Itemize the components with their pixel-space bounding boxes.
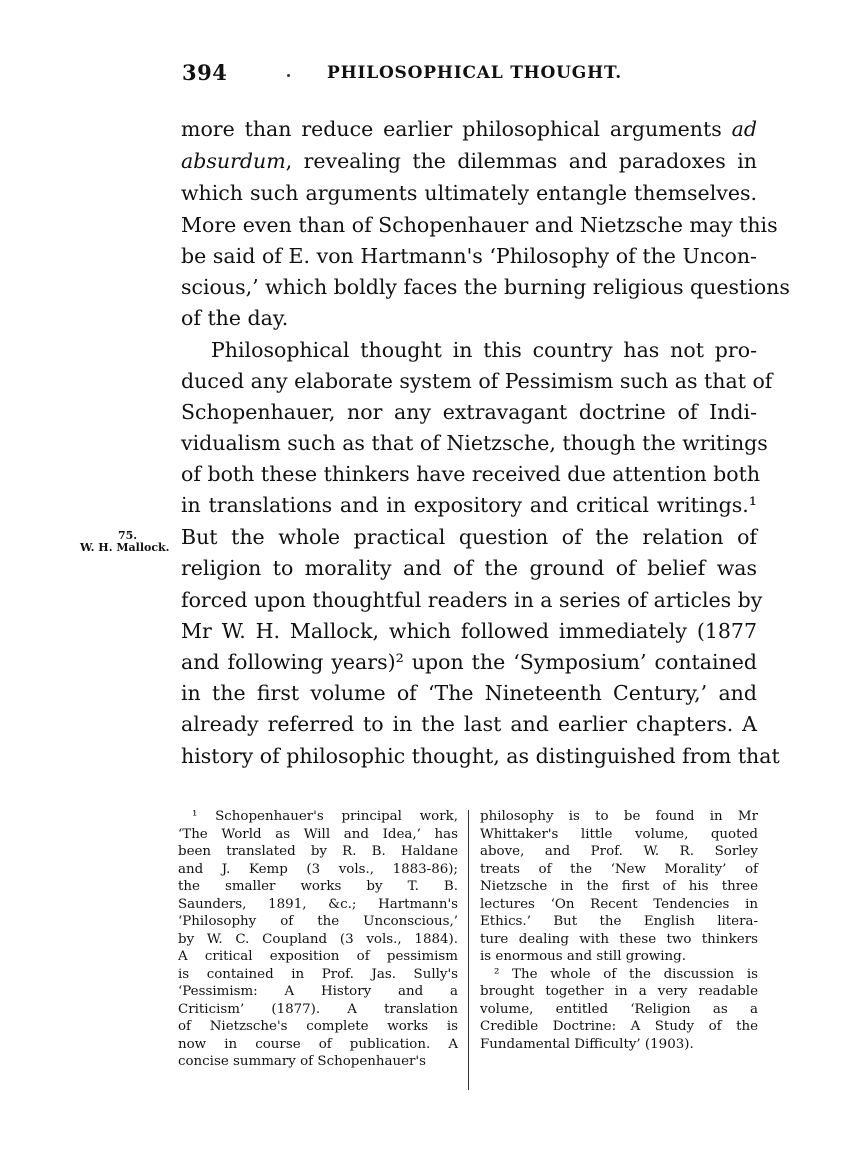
header-dot xyxy=(287,74,290,77)
footnote-line: Saunders, 1891, &c.; Hartmann's xyxy=(178,896,458,912)
footnote-line: ture dealing with these two thinkers xyxy=(480,931,758,947)
body-line: more than reduce earlier philosophical arguments ad xyxy=(181,117,757,141)
footnote-line: Whittaker's little volume, quoted xyxy=(480,826,758,842)
column-divider xyxy=(468,810,469,1090)
footnote-line: Ethics.’ But the English litera- xyxy=(480,914,758,929)
body-line: religion to morality and of the ground of belief was xyxy=(181,556,757,580)
body-line: be said of E. von Hartmann's ‘Philosophy of the Uncon- xyxy=(181,244,757,268)
page-number: 394 xyxy=(182,60,228,85)
body-line: already referred to in the last and earlier chapters. A xyxy=(181,712,757,736)
footnote-line: lectures ‘On Recent Tendencies in xyxy=(480,896,758,912)
footnote-line: Nietzsche in the first of his three xyxy=(480,879,758,894)
footnote-line: Criticism’ (1877). A translation xyxy=(178,1001,458,1017)
footnote-line: above, and Prof. W. R. Sorley xyxy=(480,844,758,859)
margin-note-number: 75. xyxy=(118,529,138,542)
margin-note xyxy=(80,530,176,554)
footnote-line: is contained in Prof. Jas. Sully's xyxy=(178,966,458,982)
footnote-line: of Nietzsche's complete works is xyxy=(178,1019,458,1034)
footnote-line: now in course of publication. A xyxy=(178,1036,458,1052)
body-line: history of philosophic thought, as distinguished from that xyxy=(181,744,780,768)
running-title: PHILOSOPHICAL THOUGHT. xyxy=(327,63,622,83)
footnotes-right-column xyxy=(480,808,758,1053)
footnotes-left-column xyxy=(178,808,458,1071)
footnote-line: by W. C. Coupland (3 vols., 1884). xyxy=(178,931,458,947)
footnote-line: concise summary of Schopenhauer's xyxy=(178,1054,426,1069)
body-line: duced any elaborate system of Pessimism such as that of xyxy=(181,369,773,393)
body-line: in the first volume of ‘The Nineteenth Century,’ and xyxy=(181,681,757,705)
footnote-line: ‘The World as Will and Idea,’ has xyxy=(178,826,458,842)
margin-note-text: W. H. Mallock. xyxy=(80,541,170,554)
body-line: Philosophical thought in this country has not pro- xyxy=(211,338,757,362)
footnote-line: ¹ Schopenhauer's principal work, xyxy=(192,809,458,824)
footnote-line: philosophy is to be found in Mr xyxy=(480,809,758,824)
body-line: More even than of Schopenhauer and Nietzsche may this xyxy=(181,213,778,237)
body-line: of the day. xyxy=(181,306,289,330)
body-line: in translations and in expository and critical writings.¹ xyxy=(181,493,757,517)
footnote-line: ² The whole of the discussion is xyxy=(494,966,758,982)
footnote-line: been translated by R. B. Haldane xyxy=(178,844,458,859)
body-line: Mr W. H. Mallock, which followed immediately (1877 xyxy=(181,619,757,643)
footnote-line: Credible Doctrine: A Study of the xyxy=(480,1019,758,1034)
body-line: absurdum, revealing the dilemmas and paradoxes in xyxy=(181,149,757,173)
footnote-line: is enormous and still growing. xyxy=(480,949,686,964)
body-line: Schopenhauer, nor any extravagant doctrine of Indi- xyxy=(181,400,757,424)
body-line: But the whole practical question of the relation of xyxy=(181,525,757,549)
body-line: scious,’ which boldly faces the burning religious questions xyxy=(181,275,790,299)
footnote-line: ‘Pessimism: A History and a xyxy=(178,984,458,999)
footnote-line: A critical exposition of pessimism xyxy=(178,949,458,964)
footnote-line: Fundamental Difficulty’ (1903). xyxy=(480,1036,694,1052)
footnote-line: treats of the ‘New Morality’ of xyxy=(480,861,758,877)
footnote-line: the smaller works by T. B. xyxy=(178,879,458,894)
body-line: of both these thinkers have received due attention both xyxy=(181,462,761,486)
footnote-line: volume, entitled ‘Religion as a xyxy=(480,1001,758,1017)
footnote-line: and J. Kemp (3 vols., 1883-86); xyxy=(178,861,458,877)
body-line: which such arguments ultimately entangle themselves. xyxy=(181,181,757,205)
body-line: vidualism such as that of Nietzsche, though the writings xyxy=(181,431,768,455)
body-line: forced upon thoughtful readers in a series of articles by xyxy=(181,588,763,612)
body-line: and following years)² upon the ‘Symposium’ contained xyxy=(181,650,757,674)
footnote-line: ‘Philosophy of the Unconscious,’ xyxy=(178,914,458,929)
footnote-line: brought together in a very readable xyxy=(480,984,758,999)
